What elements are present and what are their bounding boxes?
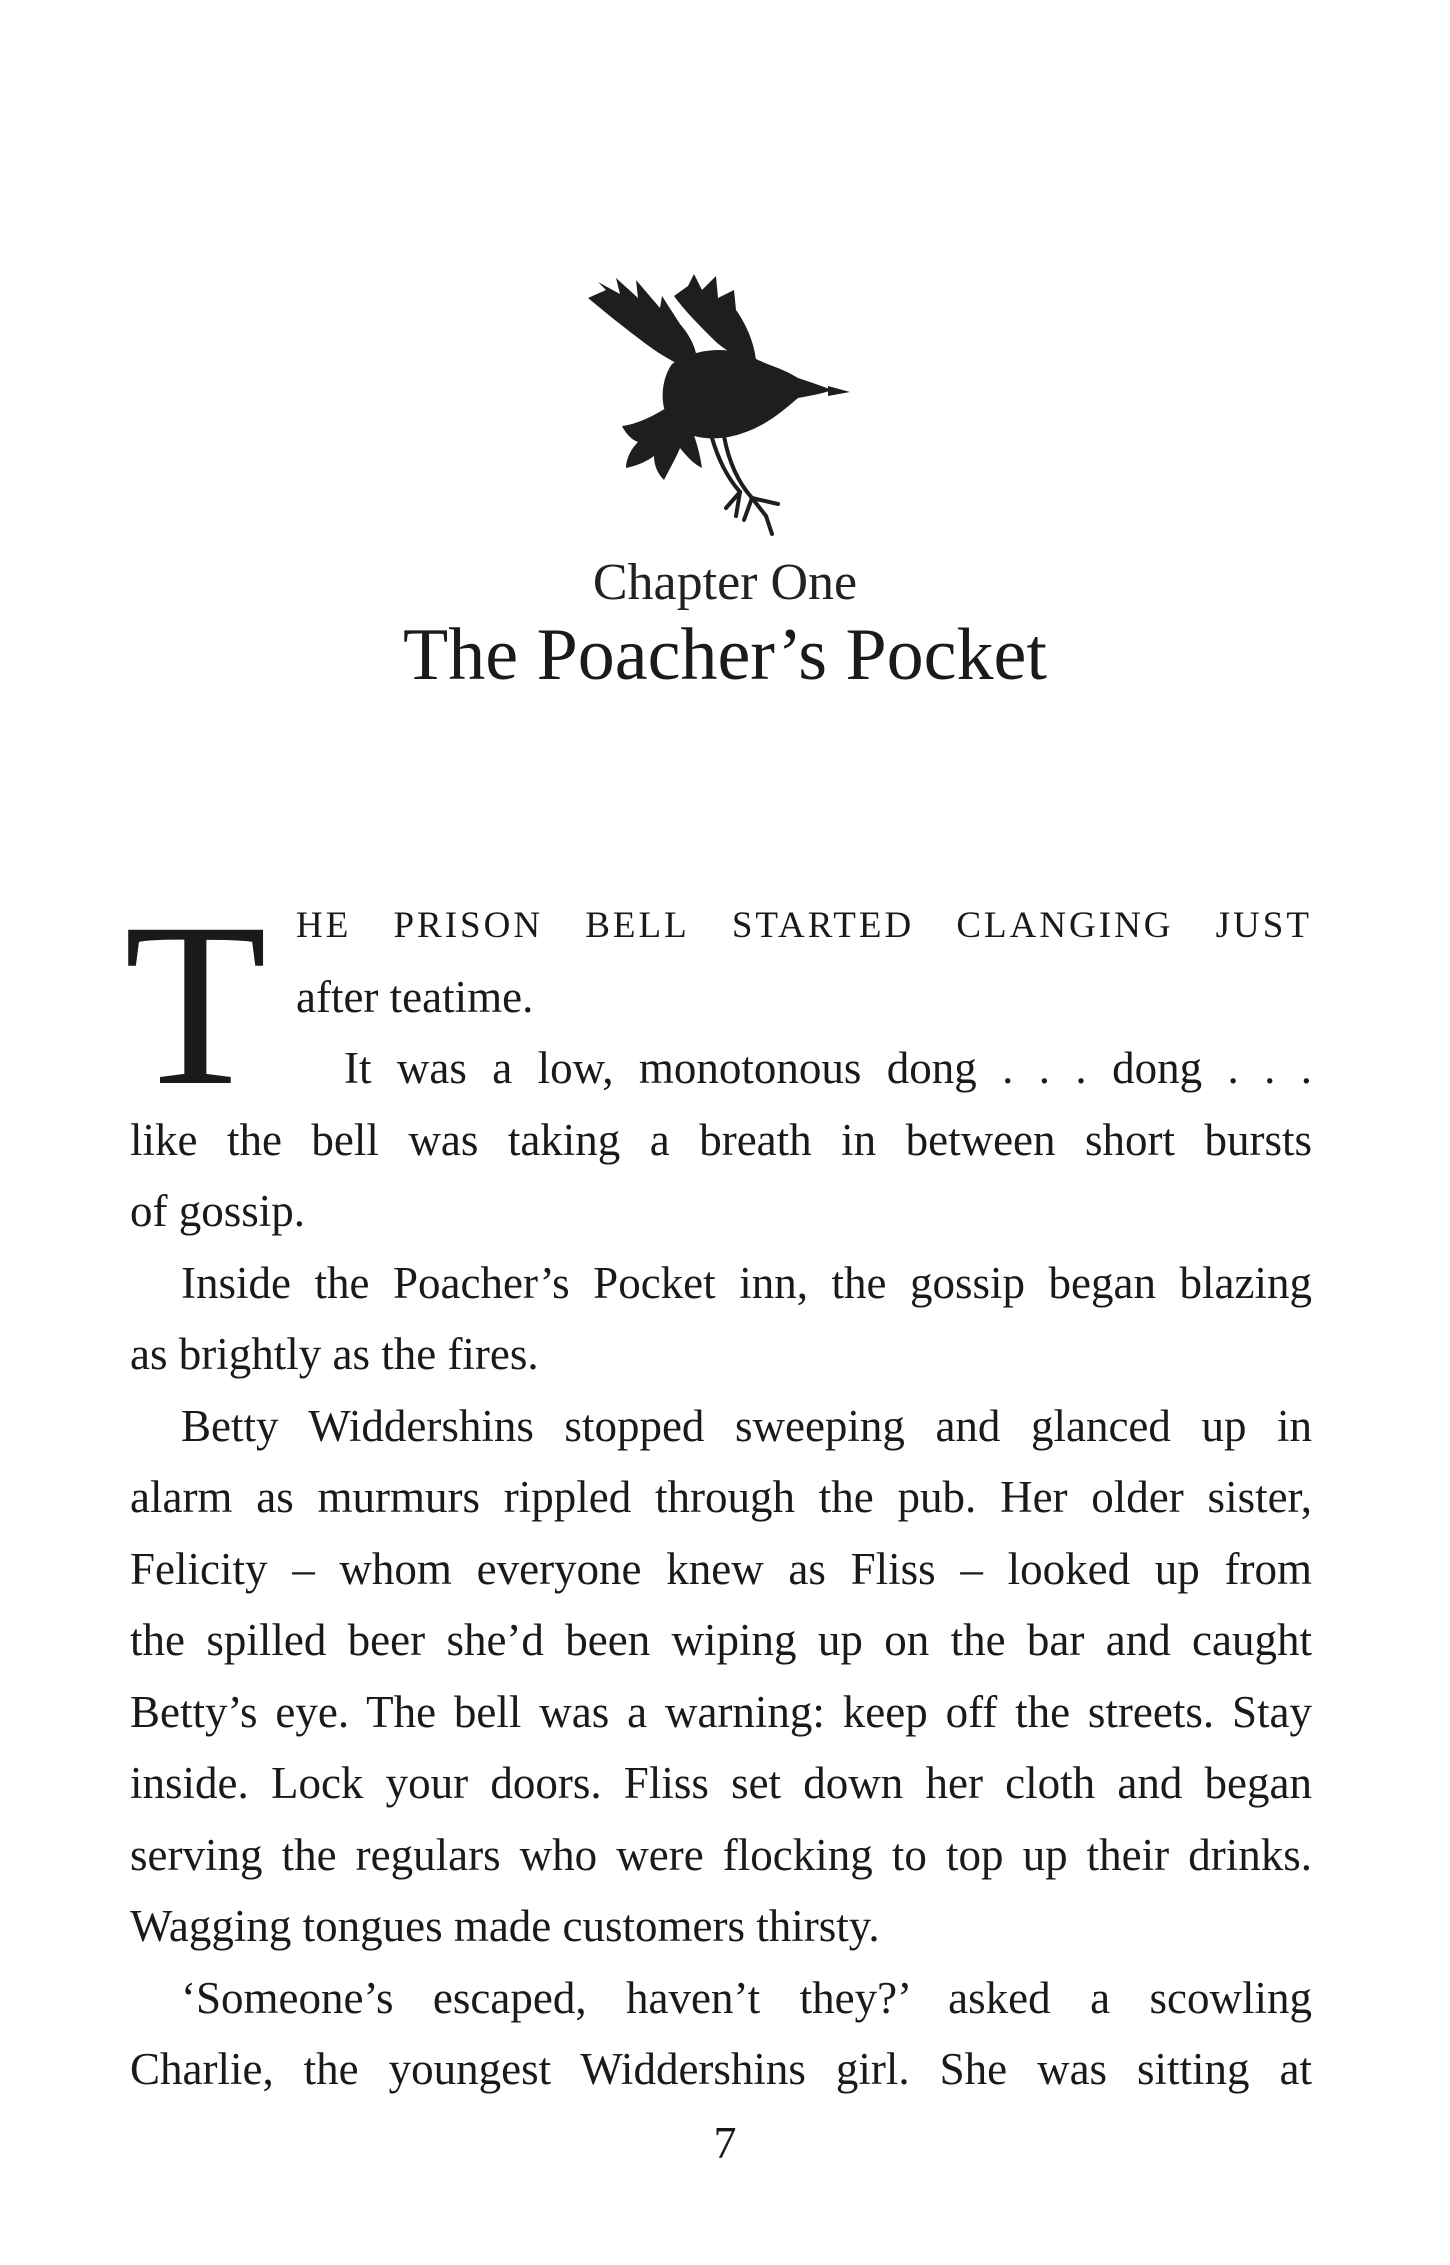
text-line: Charlie, the youngest Widdershins girl. She was sitting at <box>130 2044 1312 2094</box>
text-line: Wagging tongues made customers thirsty. <box>130 1901 880 1951</box>
text-line: ‘Someone’s escaped, haven’t they?’ asked a scowling <box>181 1972 1312 2023</box>
smallcaps-word: PRISON <box>393 905 544 946</box>
paragraph <box>130 1248 1312 1391</box>
text-line: Inside the Poacher’s Pocket inn, the gossip began blazing <box>181 1257 1312 1308</box>
smallcaps-word: CLANGING <box>956 905 1174 946</box>
paragraph <box>130 1963 1312 2106</box>
paragraphs <box>130 1033 1312 2106</box>
text-line: of gossip. <box>130 1186 306 1236</box>
text-line: like the bell was taking a breath in between short bursts <box>130 1114 1312 1165</box>
chapter-title: The Poacher’s Pocket <box>403 614 1047 696</box>
paragraph <box>130 1391 1312 1963</box>
opening-continuation: after teatime. <box>296 971 534 1022</box>
text-line: inside. Lock your doors. Fliss set down her cloth and began <box>130 1758 1312 1808</box>
smallcaps-word: BELL <box>585 905 690 946</box>
text-line: Betty’s eye. The bell was a warning: keep off the streets. Stay <box>130 1686 1312 1737</box>
text-line: as brightly as the fires. <box>130 1329 539 1379</box>
drop-cap: T <box>124 874 267 1134</box>
opening-smallcaps <box>296 890 1312 962</box>
chapter-label: Chapter One <box>592 554 858 611</box>
text-line: the spilled beer she’d been wiping up on the bar and caught <box>130 1615 1312 1665</box>
text-line: It was a low, monotonous dong . . . dong . . . <box>344 1043 1312 1093</box>
paragraph <box>130 1033 1312 1248</box>
smallcaps-word: JUST <box>1215 905 1312 946</box>
smallcaps-word: HE <box>296 905 352 946</box>
text-line: alarm as murmurs rippled through the pub. Her older sister, <box>130 1472 1312 1522</box>
body-text <box>124 874 1312 2106</box>
page-number: 7 <box>713 2117 737 2168</box>
text-line: Felicity – whom everyone knew as Fliss – looked up from <box>130 1543 1312 1594</box>
text-line: Betty Widdershins stopped sweeping and glanced up in <box>181 1400 1312 1451</box>
raven-icon <box>576 268 856 558</box>
text-line: serving the regulars who were flocking to top up their drinks. <box>130 1829 1312 1880</box>
smallcaps-word: STARTED <box>731 905 915 946</box>
